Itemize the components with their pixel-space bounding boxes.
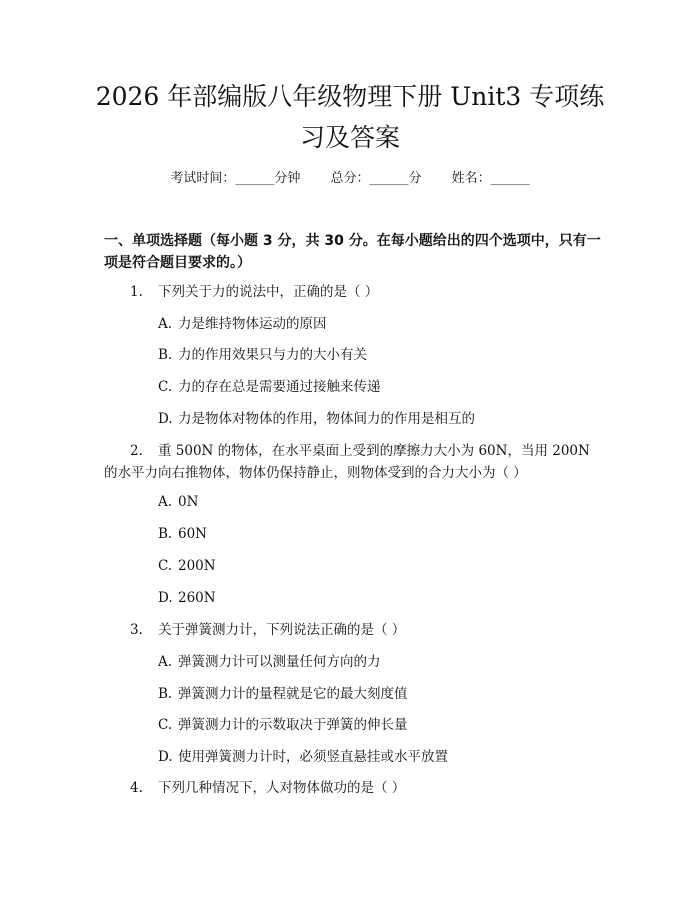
question-1-option-b [158,345,598,365]
question-3-option-b [158,684,598,704]
option-letter: A. [158,316,173,332]
question-1-option-d [158,409,598,429]
option-text: 弹簧测力计的示数取决于弹簧的伸长量 [178,717,408,733]
question-3 [104,619,604,641]
option-text: 60N [178,526,207,542]
question-number: 2. [130,443,143,459]
question-4 [104,777,604,799]
option-text: 200N [178,558,216,574]
option-letter: B. [158,347,173,363]
option-letter: C. [158,379,173,395]
question-1-option-a [158,314,598,334]
question-1 [104,281,604,303]
question-number: 4. [130,780,143,796]
option-text: 使用弹簧测力计时，必须竖直悬挂或水平放置 [178,749,448,765]
section-heading-single-choice: 一、单项选择题（每小题 3 分，共 30 分。在每小题给出的四个选项中，只有一项是符合题目要求的。） [104,233,601,271]
question-text: 下列几种情况下，人对物体做功的是（ ） [158,780,406,796]
option-letter: A. [158,654,173,670]
question-3-option-a [158,652,598,672]
option-letter: D. [158,411,173,427]
option-text: 力是维持物体运动的原因 [178,316,327,332]
option-text: 260N [178,590,216,606]
question-text: 关于弹簧测力计，下列说法正确的是（ ） [158,622,406,638]
question-text: 重 500N 的物体，在水平桌面上受到的摩擦力大小为 60N，当用 200N 的水平力向右推物体，物体仍保持静止，则物体受到的合力大小为（ ） [104,443,590,481]
option-letter: C. [158,558,173,574]
option-text: 力是物体对物体的作用，物体间力的作用是相互的 [178,411,475,427]
question-2-option-a [158,492,598,512]
question-2-option-b [158,524,598,544]
option-text: 弹簧测力计的量程就是它的最大刻度值 [178,686,408,702]
question-number: 3. [130,622,143,638]
question-1-option-c [158,377,598,397]
exam-info-line [0,170,700,188]
option-text: 力的作用效果只与力的大小有关 [178,347,367,363]
question-3-option-c [158,715,598,735]
option-letter: A. [158,494,173,510]
question-3-option-d [158,747,598,767]
page-title: 2026 年部编版八年级物理下册 Unit3 专项练习及答案 [95,82,605,152]
option-letter: D. [158,749,173,765]
option-text: 力的存在总是需要通过接触来传递 [178,379,381,395]
total-score-field: 总分：______分 [330,171,422,186]
option-text: 0N [178,494,199,510]
question-2-option-c [158,556,598,576]
student-name-field: 姓名：______ [451,171,530,186]
exam-time-field: 考试时间：______分钟 [170,171,301,186]
option-letter: C. [158,717,173,733]
option-text: 弹簧测力计可以测量任何方向的力 [178,654,381,670]
option-letter: D. [158,590,173,606]
question-text: 下列关于力的说法中，正确的是（ ） [158,284,379,300]
question-number: 1. [130,284,143,300]
question-2 [104,440,604,484]
question-2-option-d [158,588,598,608]
option-letter: B. [158,526,173,542]
option-letter: B. [158,686,173,702]
